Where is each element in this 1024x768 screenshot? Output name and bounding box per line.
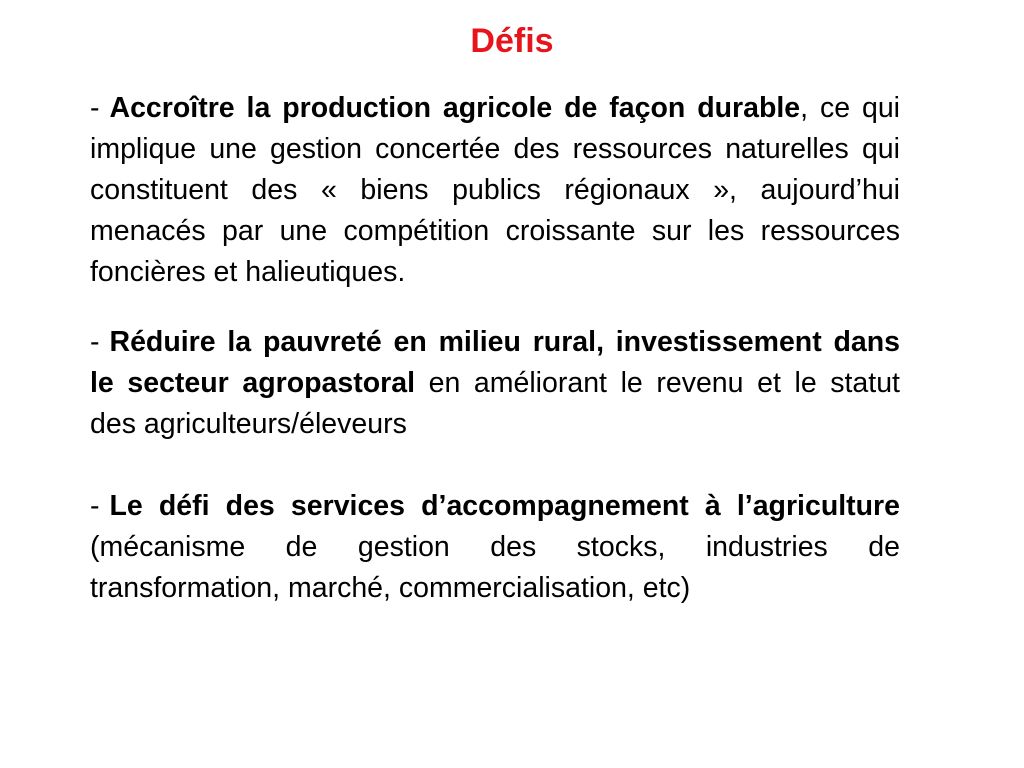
challenge-text: en améliorant le revenu et le statut des agriculteurs/éleveurs	[90, 367, 900, 440]
challenges-list	[90, 88, 900, 609]
bullet-dash: -	[90, 490, 100, 522]
challenge-text: , ce qui implique une gestion concertée des ressources naturelles qui constituent des « biens publics régionaux », aujourd’hui menacés par une compétition croissante sur les ressources foncières et halieutiques.	[90, 92, 901, 288]
challenge-heading: Accroître la production agricole de façon durable	[109, 92, 801, 124]
challenge-text: (mécanisme de gestion des stocks, industries de transformation, marché, commercialisation, etc)	[90, 531, 900, 604]
challenge-item	[90, 322, 900, 445]
bullet-dash: -	[90, 326, 100, 358]
challenge-item	[90, 88, 900, 293]
bullet-dash: -	[90, 92, 100, 124]
challenge-item	[90, 486, 900, 609]
challenge-heading: Le défi des services d’accompagnement à l’agriculture	[109, 490, 900, 522]
challenge-heading: Réduire la pauvreté en milieu rural, investissement dans le secteur agropastoral	[90, 326, 900, 399]
slide-title: Défis	[470, 22, 554, 60]
